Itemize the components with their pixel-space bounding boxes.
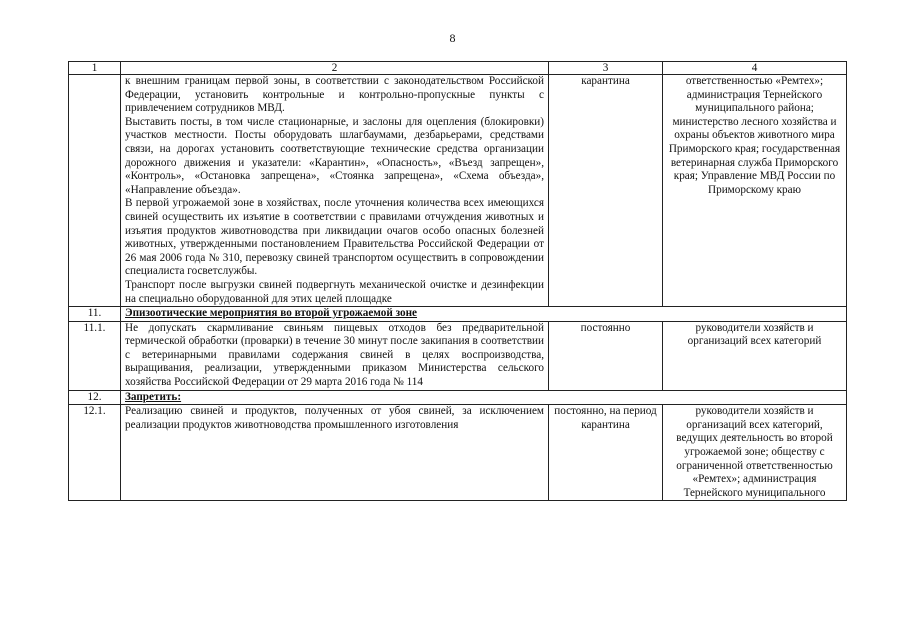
measure-text-cell: Реализацию свиней и продуктов, полученных от убоя свиней, за исключением реализации продуктов животноводства промышленного изготовления: [121, 405, 549, 501]
table-row-11-1: [69, 321, 847, 390]
responsible-cell: руководители хозяйств и организаций всех категорий, ведущих деятельность во второй угрожаемой зоне; обществу с ограниченной ответственностью «Ремтех»; администрация Тернейского муниципального: [663, 405, 847, 501]
section-row-11: [69, 307, 847, 322]
table-row-12-1: [69, 405, 847, 501]
term-cell: карантина: [549, 75, 663, 307]
measure-text-cell: [121, 75, 549, 307]
header-col-3: 3: [549, 62, 663, 75]
measure-paragraph: к внешним границам первой зоны, в соответствии с законодательством Российской Федерации, установить контрольные и контрольно-пропускные пункты с привлечением сотрудников МВД.: [125, 75, 544, 115]
section-title: Запретить:: [121, 390, 847, 405]
responsible-cell: ответственностью «Ремтех»; администрация Тернейского муниципального района; министерство лесного хозяйства и охраны объектов животного мира Приморского края; государственная ветеринарная служба Приморского края; Управление МВД России по Приморскому краю: [663, 75, 847, 307]
section-title: Эпизоотические мероприятия во второй угрожаемой зоне: [121, 307, 847, 322]
term-cell: постоянно: [549, 321, 663, 390]
row-number-cell: [69, 75, 121, 307]
measure-text-cell: Не допускать скармливание свиньям пищевых отходов без предварительной термической обработки (проварки) в течение 30 минут после закипания в соответствии с ветеринарными правилами содержания свиней в целях воспроизводства, выращивания, реализации, утвержденными приказом Министерства сельского хозяйства Российской Федерации от 29 марта 2016 года № 114: [121, 321, 549, 390]
header-col-2: 2: [121, 62, 549, 75]
page-number: 8: [449, 31, 456, 45]
measure-paragraph: Выставить посты, в том числе стационарные, и заслоны для оцепления (блокировки) участков местности. Посты оборудовать шлагбаумами, дезбарьерами, средствами связи, на дорогах установить соответствующие технические средства организации дорожного движения и указатели: «Карантин», «Опасность», «Въезд запрещен», «Контроль», «Остановка запрещена», «Стоянка запрещена», «Схема объезда», «Направление объезда».: [125, 115, 544, 196]
table-header-row: [69, 62, 847, 75]
term-cell: постоянно, на период карантина: [549, 405, 663, 501]
measures-table: [68, 61, 847, 501]
measure-paragraph: Транспорт после выгрузки свиней подвергнуть механической очистке и дезинфекции на специально оборудованной для этих целей площадке: [125, 278, 544, 305]
section-number: 11.: [69, 307, 121, 322]
measure-paragraph: В первой угрожаемой зоне в хозяйствах, после уточнения количества всех имеющихся свиней осуществить их изъятие в соответствии с правилами отчуждения животных и изъятия продуктов животноводства при ликвидации очагов особо опасных болезней животных, утвержденными постановлением Правительства Российской Федерации от 26 мая 2006 года № 310, перевозку свиней транспортом осуществить в сопровождении специалиста госветслужбы.: [125, 197, 544, 278]
table-row-continuation: [69, 75, 847, 307]
row-number: 11.1.: [69, 321, 121, 390]
section-row-12: [69, 390, 847, 405]
responsible-cell: руководители хозяйств и организаций всех категорий: [663, 321, 847, 390]
section-number: 12.: [69, 390, 121, 405]
row-number: 12.1.: [69, 405, 121, 501]
header-col-1: 1: [69, 62, 121, 75]
header-col-4: 4: [663, 62, 847, 75]
